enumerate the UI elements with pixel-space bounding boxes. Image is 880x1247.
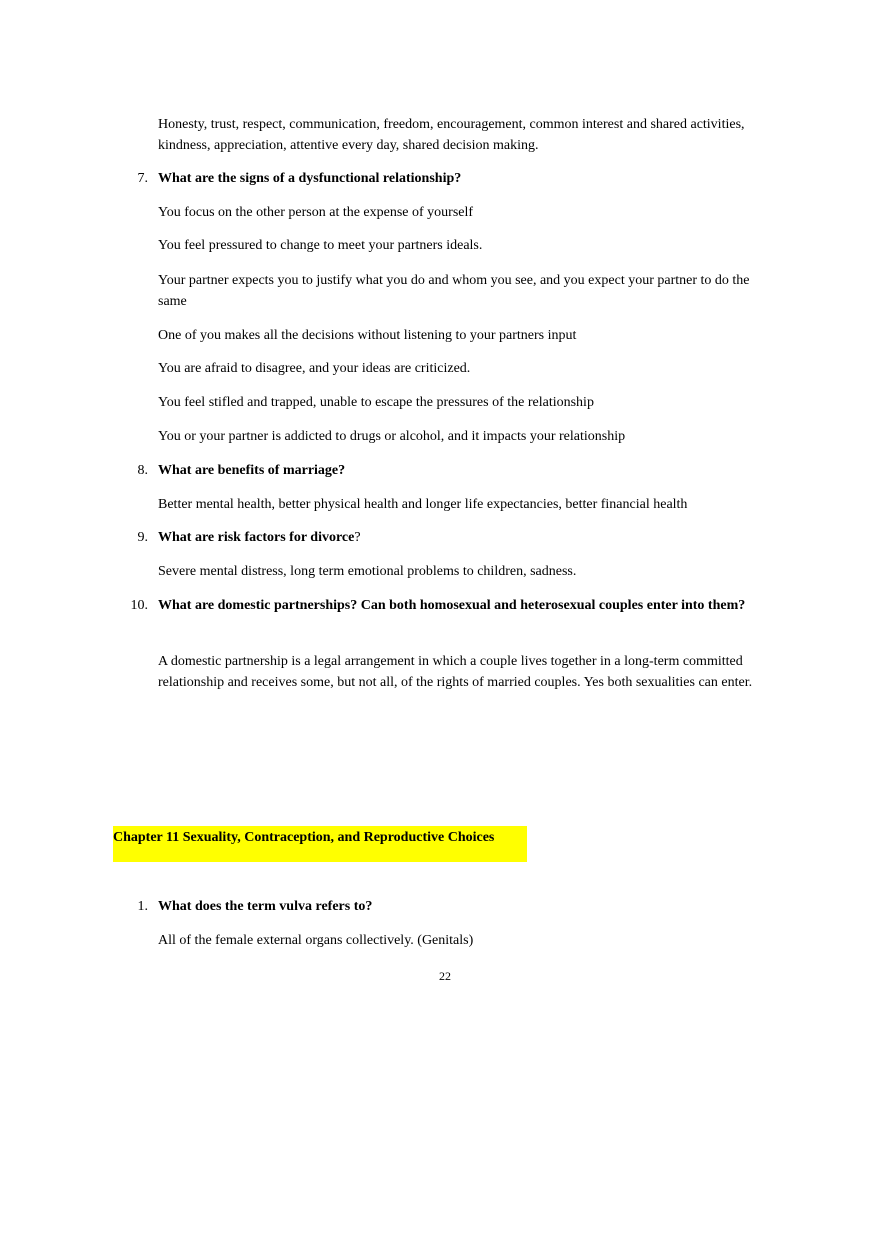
answer-line: You feel stifled and trapped, unable to escape the pressures of the relationship [158,395,594,410]
answer-line: You are afraid to disagree, and your ideas are criticized. [158,361,471,376]
answer-line: You focus on the other person at the expense of yourself [158,205,474,220]
intro-answer: Honesty, trust, respect, communication, freedom, encouragement, common interest and shared activities, kindness, appreciation, attentive every day, shared decision making. [158,117,745,153]
question-number: 1. [137,899,148,914]
answer-paragraph: A domestic partnership is a legal arrangement in which a couple lives together in a long-term committed relationship and receives some, but not all, of the rights of married couples. Yes both sexualities can enter. [158,654,753,690]
chapter-heading: Chapter 11 Sexuality, Contraception, and Reproductive Choices [113,826,527,862]
question-tail: ? [354,530,361,545]
answer-line: One of you makes all the decisions without listening to your partners input [158,328,577,343]
question-number: 10. [130,598,148,613]
question-number: 9. [137,530,148,545]
answer-line: You or your partner is addicted to drugs or alcohol, and it impacts your relationship [158,429,626,444]
answer-line: Better mental health, better physical health and longer life expectancies, better financial health [158,497,688,512]
question-text: What are the signs of a dysfunctional relationship? [158,171,462,186]
question-text: What does the term vulva refers to? [158,899,373,914]
question-text: What are domestic partnerships? Can both homosexual and heterosexual couples enter into them? [158,598,746,613]
answer-line: All of the female external organs collectively. (Genitals) [158,933,474,948]
answer-line: You feel pressured to change to meet your partners ideals. [158,238,483,253]
question-text: What are benefits of marriage? [158,463,346,478]
question-number: 8. [137,463,148,478]
question-bold-part: What are risk factors for divorce [158,530,355,545]
page-number: 22 [439,969,451,983]
answer-line: Severe mental distress, long term emotional problems to children, sadness. [158,564,577,579]
question-number: 7. [137,171,148,186]
question-text [158,527,778,548]
answer-line: Your partner expects you to justify what you do and whom you see, and you expect your partner to do the same [158,273,750,309]
